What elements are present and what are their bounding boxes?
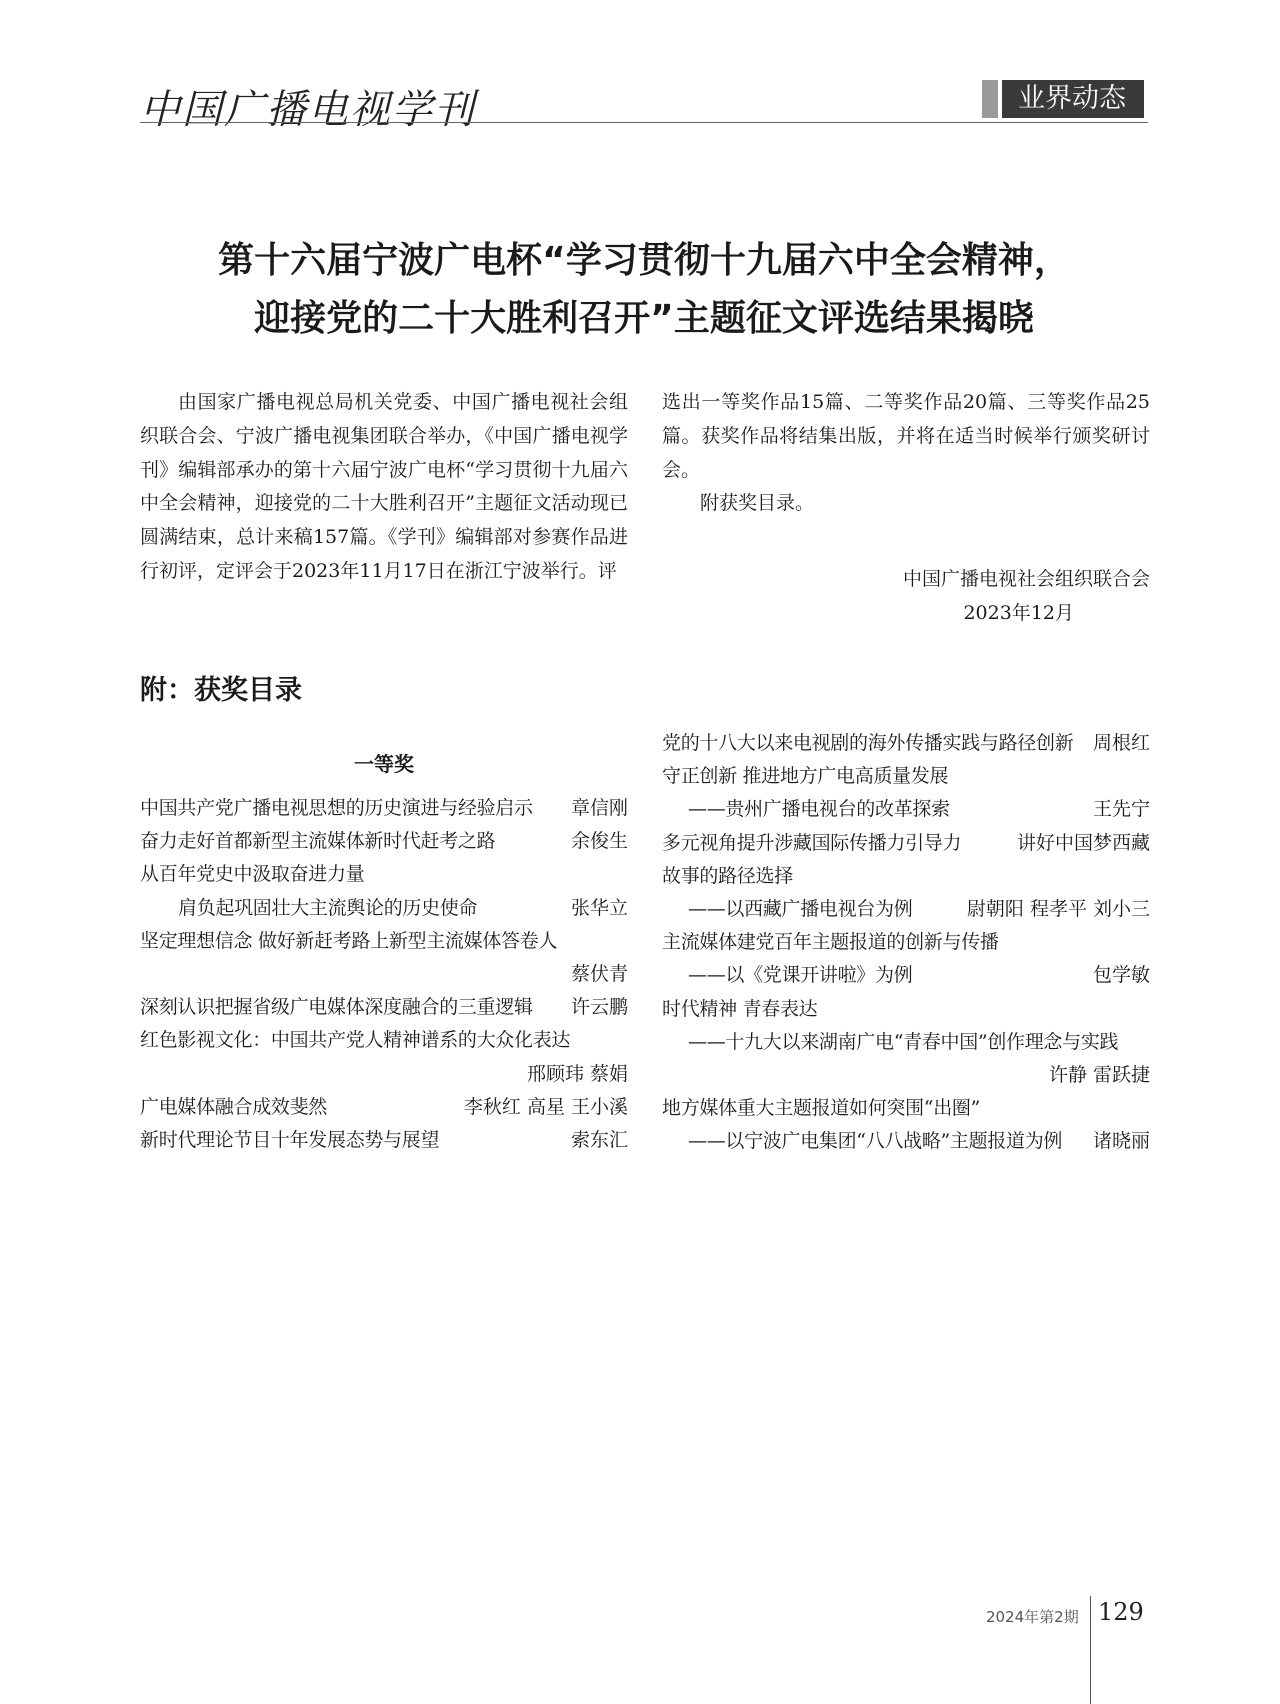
- entry-authors: 周根红: [1092, 732, 1150, 754]
- section-tag-bar: [982, 80, 998, 118]
- first-prize-heading: 一等奖: [354, 752, 414, 776]
- award-entry: [140, 991, 628, 1024]
- signature-block: [662, 562, 1150, 630]
- entry-subtitle: ——以宁波广电集团“八八战略”主题报道为例: [688, 1130, 1063, 1153]
- annex-heading: 附：获奖目录: [140, 675, 302, 706]
- award-entry: [662, 1059, 1150, 1092]
- award-entry: [662, 793, 1150, 826]
- right-award-list: [662, 727, 1150, 1159]
- entry-title: 故事的路径选择: [662, 864, 793, 887]
- header-rule: [140, 122, 1148, 123]
- entry-title: 新时代理论节目十年发展态势与展望: [140, 1129, 440, 1152]
- article-title-line-2: 迎接党的二十大胜利召开”主题征文评选结果揭晓: [254, 298, 1034, 339]
- award-entry: [140, 925, 628, 958]
- entry-authors: 章信刚: [570, 797, 628, 819]
- award-entry: [140, 858, 628, 891]
- entry-title: 从百年党史中汲取奋进力量: [140, 863, 365, 886]
- attachment-note: 附获奖目录。: [700, 492, 815, 515]
- footer-issue: 2024年第2期: [986, 1608, 1079, 1626]
- entry-authors: 邢顾玮 蔡娟: [526, 1062, 628, 1085]
- journal-masthead: 中国广播电视学刊: [140, 87, 476, 133]
- award-entry: [140, 1024, 628, 1057]
- award-entry: [662, 860, 1150, 893]
- award-entry: [140, 958, 628, 991]
- intro-right-column: [662, 386, 1150, 521]
- entry-title: 守正创新 推进地方广电高质量发展: [662, 765, 949, 788]
- left-award-list: [140, 792, 628, 1157]
- award-entry: [662, 1092, 1150, 1125]
- award-entry: [662, 727, 1150, 760]
- entry-authors: 余俊生: [570, 830, 628, 853]
- entry-title: 多元视角提升涉藏国际传播力引导力: [662, 831, 962, 854]
- entry-authors: 索东汇: [570, 1129, 628, 1152]
- intro-left-column: 由国家广播电视总局机关党委、中国广播电视社会组织联合会、宁波广播电视集团联合举办，《中国广播电视学刊》编辑部承办的第十六届宁波广电杯“学习贯彻十九届六中全会精神，迎接党的二十大胜利召开”主题征文活动现已圆满结束，总计来稿157篇。《学刊》编辑部对参赛作品进行初评，定评会于2023年11月17日在浙江宁波举行。评: [140, 391, 628, 582]
- signature-org: 中国广播电视社会组织联合会: [902, 568, 1150, 590]
- award-entry: [662, 760, 1150, 793]
- article-title: [140, 232, 1148, 348]
- entry-title: 地方媒体重大主题报道如何突围“出圈”: [662, 1097, 981, 1120]
- entry-subtitle: ——以西藏广播电视台为例: [688, 898, 913, 921]
- entry-title: 奋力走好首都新型主流媒体新时代赶考之路: [140, 830, 496, 853]
- award-entry: [140, 792, 628, 825]
- entry-authors: 包学敏: [1092, 964, 1150, 987]
- award-entry: [662, 926, 1150, 959]
- entry-title: 肩负起巩固壮大主流舆论的历史使命: [178, 896, 478, 919]
- entry-authors: 尉朝阳 程孝平 刘小三: [966, 898, 1150, 921]
- entry-subtitle: ——以《党课开讲啦》为例: [688, 964, 913, 987]
- entry-authors: 李秋红 高星 王小溪: [463, 1095, 628, 1118]
- entry-authors: 蔡伏青: [570, 963, 628, 986]
- entry-subtitle: ——贵州广播电视台的改革探索: [688, 798, 950, 821]
- award-entry: [662, 827, 1150, 860]
- entry-title: 中国共产党广播电视思想的历史演进与经验启示: [140, 797, 533, 819]
- entry-title: 坚定理想信念 做好新赶考路上新型主流媒体答卷人: [140, 929, 558, 952]
- award-entry: [140, 1124, 628, 1157]
- entry-title: 深刻认识把握省级广电媒体深度融合的三重逻辑: [140, 996, 533, 1019]
- entry-authors: 诸晓丽: [1092, 1130, 1150, 1153]
- entry-authors: 张华立: [570, 896, 628, 919]
- section-tag: [982, 80, 1144, 118]
- award-entry: [662, 959, 1150, 992]
- award-entry: [140, 825, 628, 858]
- award-entry: [662, 1125, 1150, 1158]
- signature-date: 2023年12月: [963, 602, 1074, 624]
- entry-authors: 许云鹏: [570, 996, 628, 1019]
- entry-title: 广电媒体融合成效斐然: [140, 1095, 328, 1118]
- article-title-line-1: 第十六届宁波广电杯“学习贯彻十九届六中全会精神，: [218, 240, 1070, 281]
- award-entry: [662, 1026, 1150, 1059]
- award-entry: [140, 1058, 628, 1091]
- award-entry: [140, 892, 628, 925]
- entry-title: 主流媒体建党百年主题报道的创新与传播: [662, 931, 999, 954]
- entry-title: 红色影视文化：中国共产党人精神谱系的大众化表达: [140, 1029, 571, 1052]
- footer-rule: [1090, 1596, 1091, 1704]
- award-entry: [140, 1091, 628, 1124]
- intro-continuation: 选出一等奖作品15篇、二等奖作品20篇、三等奖作品25篇。获奖作品将结集出版，并将在适当时候举行颁奖研讨会。: [662, 391, 1150, 481]
- entry-title: 党的十八大以来电视剧的海外传播实践与路径创新: [662, 732, 1074, 754]
- section-tag-label: 业界动态: [1002, 80, 1144, 118]
- entry-authors: 许静 雷跃捷: [1048, 1064, 1150, 1087]
- entry-title: 时代精神 青春表达: [662, 997, 818, 1020]
- entry-authors: 王先宁: [1092, 798, 1150, 821]
- entry-title-continued: 讲好中国梦西藏: [1016, 831, 1150, 854]
- award-entry: [662, 893, 1150, 926]
- page-number: 129: [1098, 1598, 1144, 1626]
- award-entry: [662, 993, 1150, 1026]
- entry-subtitle: ——十九大以来湖南广电“青春中国”创作理念与实践: [688, 1030, 1119, 1053]
